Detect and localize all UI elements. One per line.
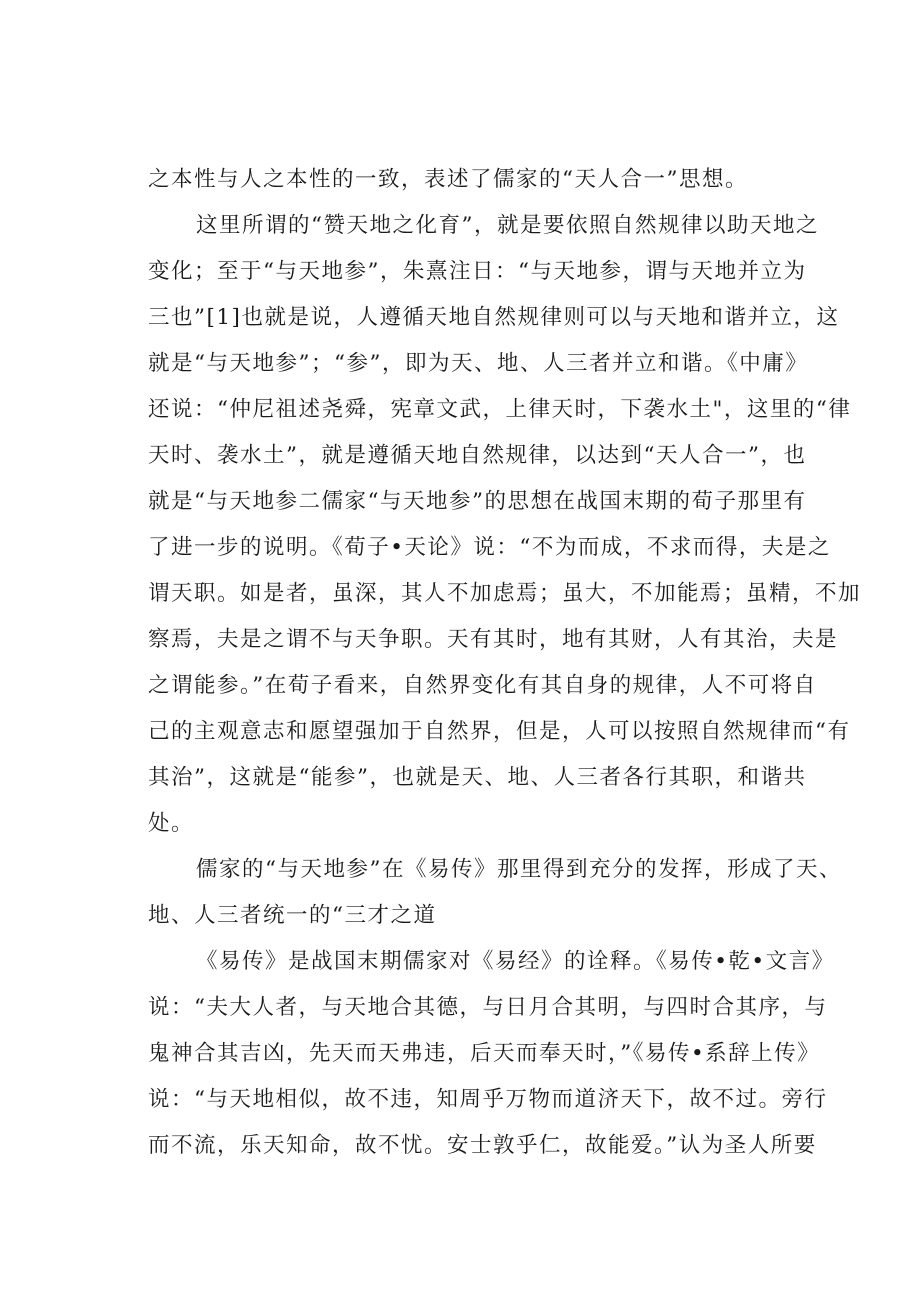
text-line: 地、人三者统一的“三才之道 xyxy=(148,903,437,928)
text-line: 还说：“仲尼祖述尧舜，宪章文武，上律天时，下袭水土"，这里的“律 xyxy=(148,397,852,422)
text-line: 三也”[1]也就是说，人遵循天地自然规律则可以与天地和谐并立，这 xyxy=(148,305,840,330)
text-line: 谓天职。如是者，虽深，其人不加虑焉；虽大，不加能焉；虽精，不加 xyxy=(148,581,862,606)
text-line: 其治”，这就是“能参”，也就是天、地、人三者各行其职，和谐共 xyxy=(148,765,807,790)
text-line: 这里所谓的“赞天地之化育”，就是要依照自然规律以助天地之 xyxy=(196,213,819,238)
text-line: 而不流，乐天知命，故不忧。安士敦乎仁，故能爱。”认为圣人所要 xyxy=(148,1133,817,1158)
text-line: 就是“与天地参二儒家“与天地参”的思想在战国末期的荀子那里有 xyxy=(148,489,807,514)
text-line: 变化；至于“与天地参”，朱熹注日：“与天地参，谓与天地并立为 xyxy=(148,259,807,284)
text-line: 了进一步的说明。《荀子•天论》说：“不为而成，不求而得，夫是之 xyxy=(148,535,831,560)
text-line: 察焉，夫是之谓不与天争职。天有其时，地有其财，人有其治，夫是 xyxy=(148,627,839,652)
text-line: 己的主观意志和愿望强加于自然界，但是，人可以按照自然规律而“有 xyxy=(148,719,851,744)
text-line: 天时、袭水土”，就是遵循天地自然规律，以达到“天人合一”，也 xyxy=(148,443,807,468)
text-line: 鬼神合其吉凶，先天而天弗违，后天而奉天时，”《易传•系辞上传》 xyxy=(148,1041,821,1066)
text-line: 儒家的“与天地参”在《易传》那里得到充分的发挥，形成了天、 xyxy=(196,857,842,882)
text-line: 之本性与人之本性的一致，表述了儒家的“天人合一”思想。 xyxy=(148,167,748,192)
text-line: 说：“与天地相似，故不违，知周乎万物而道济天下，故不过。旁行 xyxy=(148,1087,828,1112)
text-line: 就是“与天地参”；“参”，即为天、地、人三者并立和谐。《中庸》 xyxy=(148,351,809,376)
text-line: 处。 xyxy=(148,811,195,836)
text-line: 说：“夫大人者，与天地合其德，与日月合其明，与四时合其序，与 xyxy=(148,995,828,1020)
text-line: 之谓能参。”在荀子看来，自然界变化有其自身的规律，人不可将自 xyxy=(148,673,817,698)
text-line: 《易传》是战国末期儒家对《易经》的诠释。《易传•乾•文言》 xyxy=(196,949,835,974)
